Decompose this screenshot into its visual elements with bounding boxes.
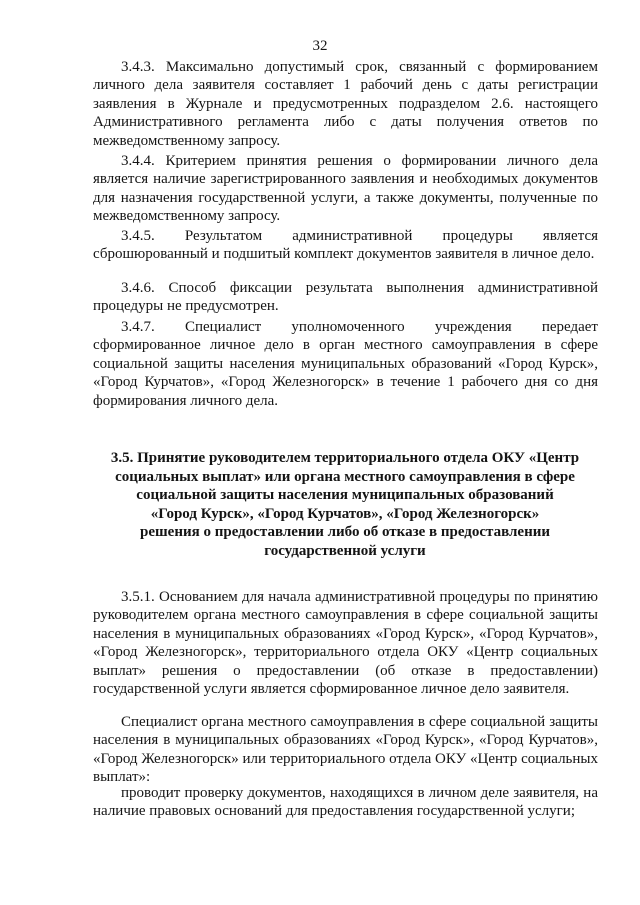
heading-line-4: «Город Курск», «Город Курчатов», «Город Железногорск» [150, 505, 540, 522]
section-heading-3-5 [105, 449, 585, 560]
paragraph-3-5-1 [93, 588, 598, 698]
heading-line-3: социальной защиты населения муниципальных образований [136, 487, 554, 503]
paragraph-3-4-7-text: 3.4.7. Специалист уполномоченного учреждения передает сформированное личное дело в орган местного самоуправления в сфере социальной защиты населения муниципальных образований «Город Курск», «Город Курчатов», «Город Железногорск» в течение 1 рабочего дня со дня формирования личного дела. [93, 319, 598, 409]
paragraph-3-4-3 [93, 58, 598, 150]
paragraph-checks-text: проводит проверку документов, находящихся в личном деле заявителя, на наличие правовых оснований для предоставления государственной услуги; [93, 785, 598, 820]
paragraph-3-4-6 [93, 279, 598, 316]
heading-line-2: социальных выплат» или органа местного самоуправления в сфере [115, 468, 575, 485]
paragraph-3-4-4 [93, 152, 598, 226]
page-number: 32 [312, 38, 328, 54]
paragraph-specialist [93, 713, 598, 787]
heading-line-6: государственной услуги [264, 542, 426, 559]
heading-line-5: решения о предоставлении либо об отказе в предоставлении [140, 524, 550, 540]
paragraph-3-4-6-text: 3.4.6. Способ фиксации результата выполнения административной процедуры не предусмотрен. [93, 280, 598, 315]
paragraph-3-4-5-text: 3.4.5. Результатом административной процедуры является сброшюрованный и подшитый комплект документов заявителя в личное дело. [93, 228, 598, 263]
paragraph-3-5-1-text: 3.5.1. Основанием для начала административной процедуры по принятию руководителем органа местного самоуправления в сфере социальной защиты населения в муниципальных образованиях «Город Курск», «Город Курчатов», «Город Железногорск», территориального отдела ОКУ «Центр социальных выплат» решения о предоставлении (об отказе в предоставлении) государственной услуги является сформированное личное дело заявителя. [93, 589, 598, 698]
paragraph-specialist-text: Специалист органа местного самоуправления в сфере социальной защиты населения в муниципальных образованиях «Город Курск», «Город Курчатов», «Город Железногорск» или территориального отдела ОКУ «Центр социальных выплат»: [93, 714, 598, 786]
paragraph-3-4-4-text: 3.4.4. Критерием принятия решения о формировании личного дела является наличие зарегистрированного заявления и необходимых документов для назначения государственной услуги, а также документы, полученные по межведомственному запросу. [93, 153, 598, 225]
paragraph-checks [93, 784, 598, 821]
paragraph-3-4-5 [93, 227, 598, 264]
heading-line-1: 3.5. Принятие руководителем территориального отдела ОКУ «Центр [110, 450, 580, 466]
paragraph-3-4-3-text: 3.4.3. Максимально допустимый срок, связанный с формированием личного дела заявителя составляет 1 рабочий день с даты регистрации заявления в Журнале и предусмотренных подразделом 2.6. настоящего Административного регламента либо с даты получения ответов по межведомственному запросу. [93, 59, 598, 149]
paragraph-3-4-7 [93, 318, 598, 410]
